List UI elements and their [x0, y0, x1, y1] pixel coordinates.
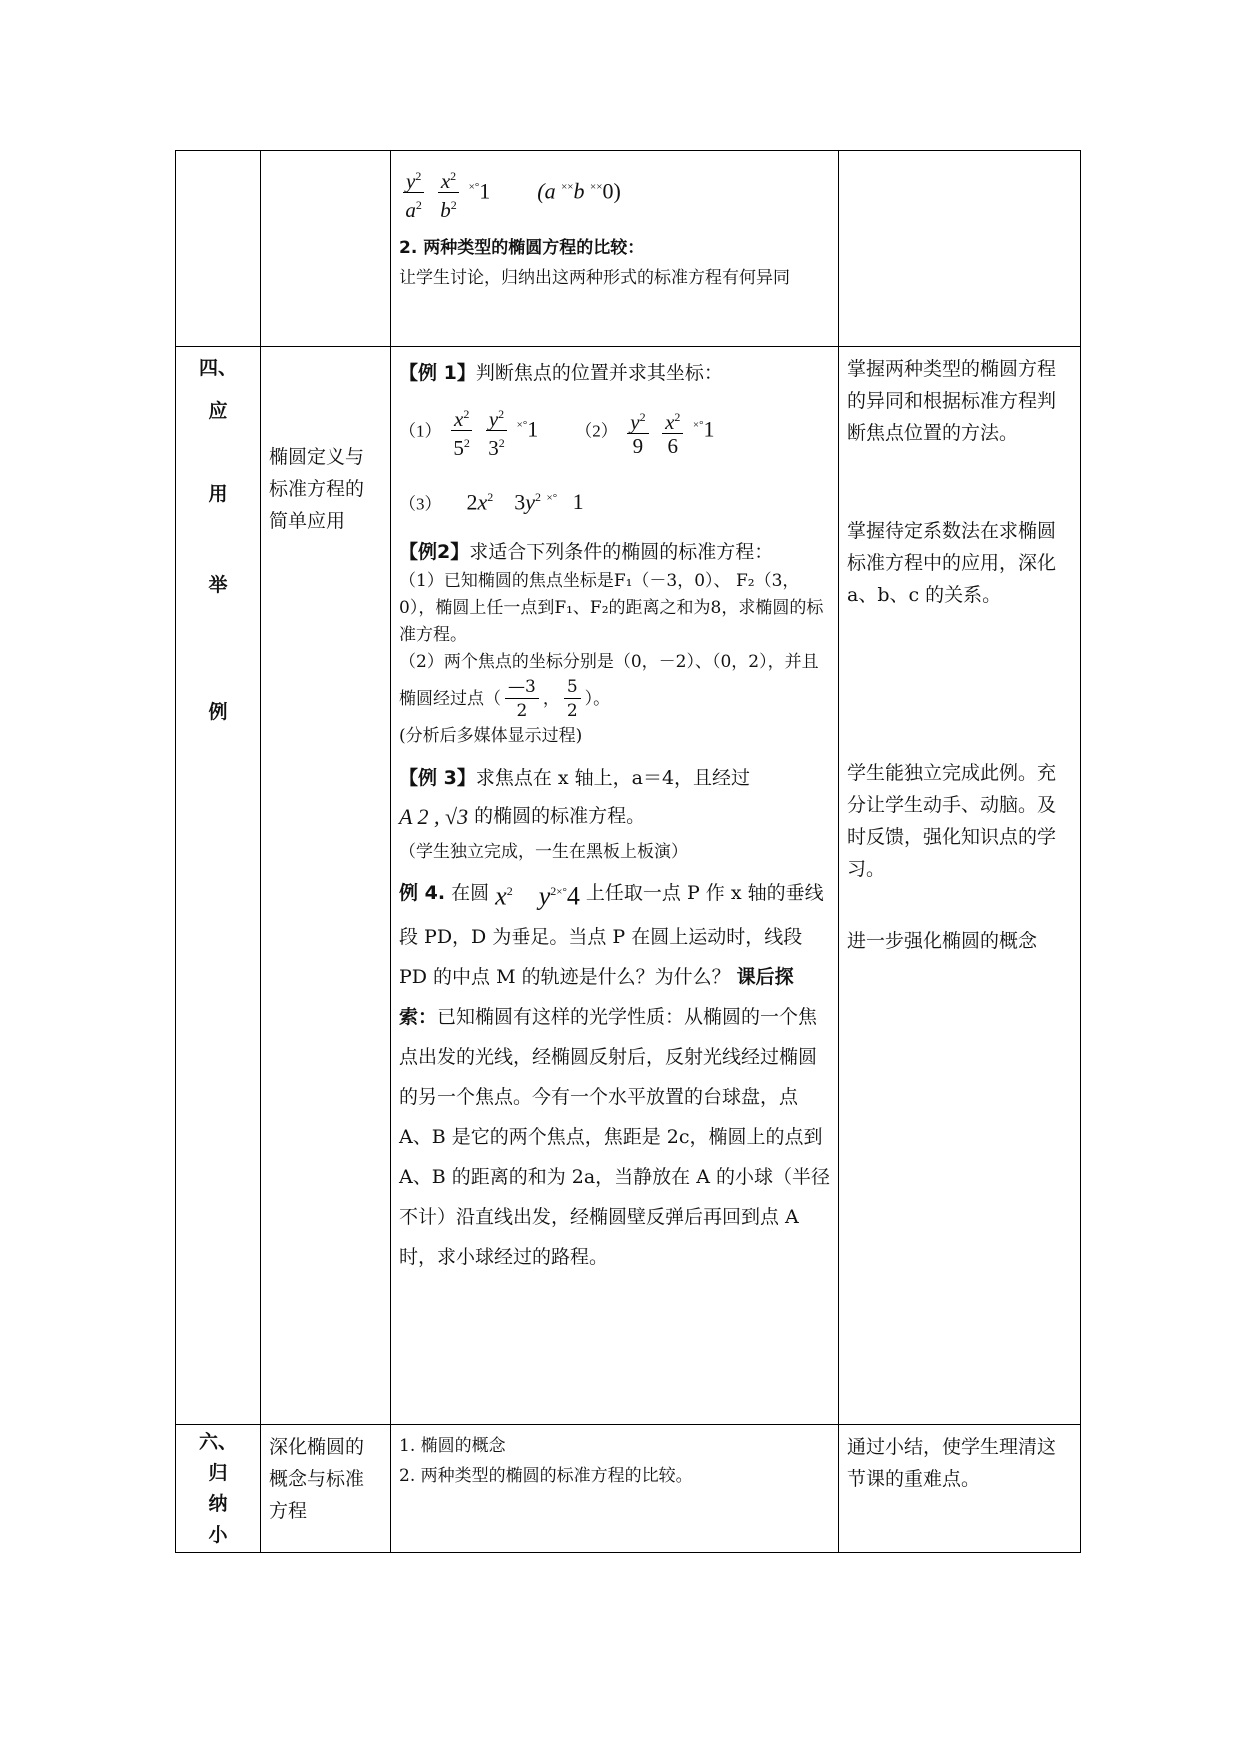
- content-cell: [391, 151, 839, 347]
- explore-text: 已知椭圆有这样的光学性质：从椭圆的一个焦点出发的光线，经椭圆反射后，反射光线经过椭圆的另一个焦点。今有一个水平放置的台球盘，点 A、B 是它的两个焦点，焦距是 2c，椭圆上的点到 A、B 的距离的和为 2a，当静放在 A 的小球（半径不计）沿直线出发，经椭圆壁反弹后再回到点 A 时，求小球经过的路程。: [399, 1005, 830, 1268]
- step-char: 用: [208, 483, 228, 505]
- example-4: 例 4. 在圆 $x^2$ $y^{2\times^\circ}4$ 上任取一点 P 作 x 轴的垂线段 PD，D 为垂足。当点 P 在圆上运动时，线段 PD 的中点 M 的轨迹是什么？为什么？ 课后探索：已知椭圆有这样的光学性质：从椭圆的一个焦点出发的光线，经椭圆反射后，反射光线经过椭圆的另一个焦点。今有一个水平放置的台球盘，点 A、B 是它的两个焦点，焦距是 2c，椭圆上的点到 A、B 的距离的和为 2a，当静放在 A 的小球（半径不计）沿直线出发，经椭圆壁反弹后再回到点 A 时，求小球经过的路程。: [399, 881, 830, 1268]
- step-number: 六、: [198, 1431, 237, 1453]
- example-2: 【例2】求适合下列条件的椭圆的标准方程：: [399, 541, 774, 564]
- example-2-part-1: （1）已知椭圆的焦点坐标是F₁（－3，0）、 F₂（3，0），椭圆上任一点到F₁、F₂的距离之和为8，求椭圆的标准方程。: [399, 571, 824, 646]
- step-char: 举: [208, 574, 228, 596]
- content-cell: [391, 1425, 839, 1553]
- example-2-note: (分析后多媒体显示过程): [399, 726, 583, 747]
- topic-cell: [261, 151, 391, 347]
- lesson-plan-table: [175, 150, 1081, 1553]
- example-1-parts-1-2: （1） $\frac{x^2}{5^2}$ $\frac{y^2}{3^2}$ ×°1 （2） $\frac{y^2}{9}$ $\frac{x^2}{6}$ ×°1: [399, 403, 715, 467]
- step-cell: [176, 1425, 261, 1553]
- step-char: 纳: [208, 1493, 228, 1515]
- goal-3: 学生能独立完成此例。充分让学生动手、动脑。及时反馈，强化知识点的学习。: [847, 762, 1057, 880]
- summary-item-2: 2. 两种类型的椭圆的标准方程的比较。: [399, 1466, 693, 1486]
- step-char: 应: [208, 400, 228, 422]
- comparison-text: 让学生讨论，归纳出这两种形式的标准方程有何异同: [399, 268, 790, 288]
- topic-cell: [261, 347, 391, 1425]
- example-1-part-3: （3） $2x^2$ $3y^2$ ×° 1: [399, 489, 584, 515]
- ellipse-equation-y-axis: $\frac{y^2}{a^2}$ $\frac{x^2}{b^2}$ ×°1 (a ××b ××0): [399, 165, 621, 227]
- table-row-application: [176, 347, 1081, 1425]
- topic-cell: [261, 1425, 391, 1553]
- step-cell: [176, 151, 261, 347]
- topic-text: 椭圆定义与标准方程的简单应用: [269, 446, 365, 532]
- table-row-continuation: [176, 151, 1081, 347]
- goal-cell: [839, 347, 1081, 1425]
- comparison-heading: 2. 两种类型的椭圆方程的比较：: [399, 238, 645, 258]
- example-2-part-2: （2）两个焦点的坐标分别是（0，－2）、（0，2），并且椭圆经过点（ $\frac{—3}{2}$ ， $\frac{5}{2}$ ）。: [399, 652, 819, 722]
- example-3: 【例 3】求焦点在 x 轴上，a＝4，且经过: [399, 767, 751, 790]
- summary-goal: 通过小结，使学生理清这节课的重难点。: [847, 1436, 1057, 1490]
- example-1: 【例 1】判断焦点的位置并求其坐标：: [399, 362, 723, 384]
- step-cell: [176, 347, 261, 1425]
- content-cell: [391, 347, 839, 1425]
- goal-2: 掌握待定系数法在求椭圆标准方程中的应用，深化a、b、c 的关系。: [847, 520, 1057, 606]
- step-char: 例: [208, 701, 228, 723]
- step-char: 归: [208, 1462, 228, 1484]
- example-3-note: （学生独立完成，一生在黑板上板演）: [399, 842, 688, 863]
- topic-text: 深化椭圆的概念与标准方程: [269, 1436, 365, 1522]
- table-row-summary: [176, 1425, 1081, 1553]
- example-3-point: A 2 , √3 的椭圆的标准方程。: [399, 804, 646, 830]
- explore-label: 课后探索：: [399, 965, 794, 1028]
- summary-item-1: 1. 椭圆的概念: [399, 1436, 506, 1456]
- goal-4: 进一步强化椭圆的概念: [847, 930, 1038, 952]
- step-number: 四、: [198, 357, 237, 379]
- goal-cell: [839, 151, 1081, 347]
- goal-cell: [839, 1425, 1081, 1553]
- goal-1: 掌握两种类型的椭圆方程的异同和根据标准方程判断焦点位置的方法。: [847, 358, 1057, 444]
- step-char: 小: [208, 1524, 228, 1546]
